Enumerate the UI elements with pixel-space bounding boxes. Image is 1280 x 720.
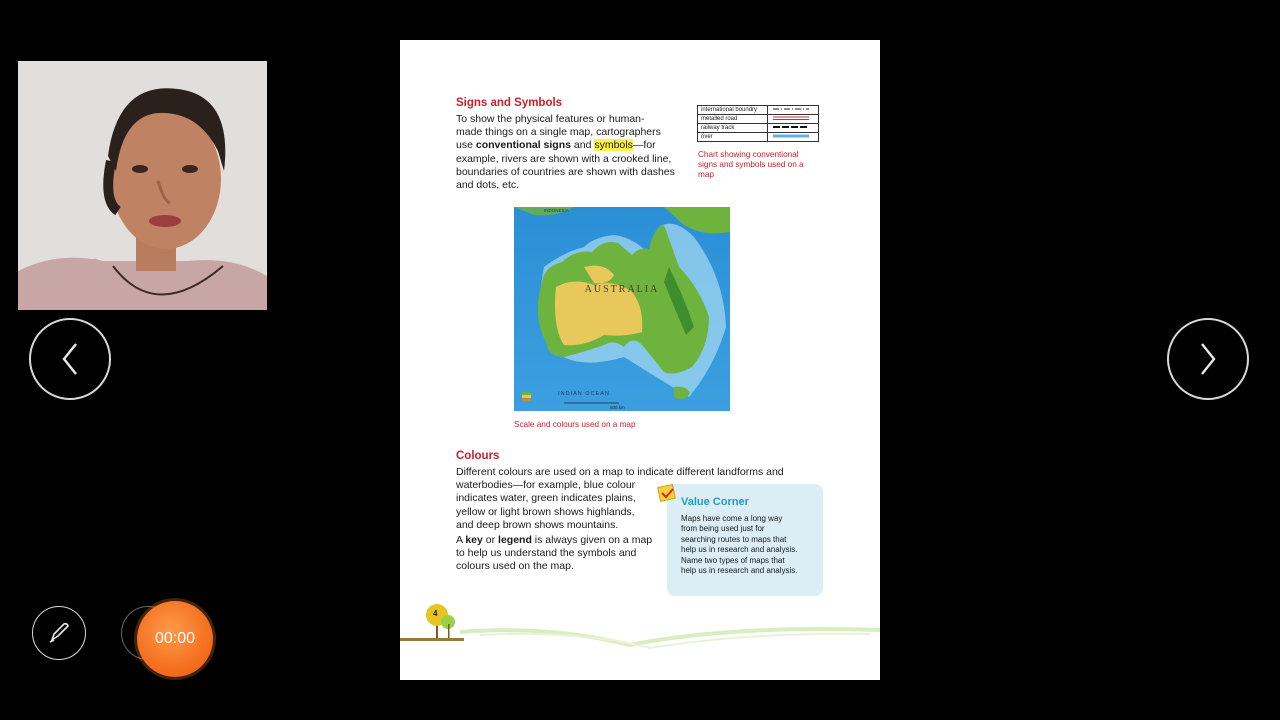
map-ocean-label: INDIAN OCEAN: [558, 391, 610, 397]
legend-label-road: metalled road: [698, 115, 768, 124]
map-scale-label: 500 km: [610, 405, 625, 410]
legend-label-boundary: international boundry: [698, 106, 768, 115]
legend-row-river: [698, 133, 819, 142]
colours-line-2: waterbodies—for example, blue colour: [456, 479, 636, 492]
key-line-1-or: or: [482, 534, 499, 546]
colours-line-3: indicates water, green indicates plains,: [456, 492, 636, 505]
legend-term: legend: [498, 534, 532, 546]
signs-line-3-pre: use: [456, 139, 476, 152]
previous-page-button[interactable]: [29, 318, 111, 400]
value-line-5: Name two types of maps that: [681, 555, 785, 565]
page-footer-decoration: [400, 600, 880, 660]
colours-line-1: Different colours are used on a map to indicate different landforms and: [456, 466, 784, 478]
symbols-highlighted-term: symbols: [594, 139, 633, 152]
webcam-video: [18, 61, 267, 310]
key-line-1-post: is always given on a map: [531, 534, 653, 546]
value-line-1: Maps have come a long way: [681, 514, 783, 523]
signs-line-6: and dots, etc.: [456, 179, 520, 192]
signs-line-2: made things on a single map, cartographers: [456, 126, 661, 139]
presenter-video-frame: [18, 61, 267, 310]
colours-line-4: yellow or light brown shows highlands,: [456, 505, 635, 518]
colours-line-5: and deep brown shows mountains.: [456, 518, 619, 531]
signs-line-4: example, rivers are shown with a crooked line,: [456, 152, 672, 165]
legend-row-road: [698, 115, 819, 124]
map-top-label: INDONESIA: [544, 208, 569, 213]
legend-symbol-river: [768, 133, 819, 142]
key-line-1: [456, 534, 666, 547]
pen-icon: [46, 620, 72, 646]
pen-tool-button[interactable]: [32, 606, 86, 660]
page-number: 4: [433, 609, 438, 618]
legend-caption-line-2: signs and symbols used on a: [698, 160, 804, 169]
legend-label-railway: railway track: [698, 124, 768, 133]
key-legend-paragraph: [456, 534, 666, 574]
legend-caption-line-3: map: [698, 170, 714, 179]
signs-line-5: boundaries of countries are shown with dashes: [456, 165, 675, 178]
value-corner-text: [681, 514, 815, 576]
australia-physical-map: [514, 207, 730, 411]
value-corner-title: Value Corner: [681, 496, 749, 508]
map-caption: Scale and colours used on a map: [514, 420, 636, 429]
map-graphic: [514, 207, 730, 411]
legend-label-river: river: [698, 133, 768, 142]
legend-caption-line-1: Chart showing conventional: [698, 150, 799, 159]
chevron-left-icon: [55, 339, 85, 379]
railway-line-icon: [771, 124, 811, 130]
timer-label: 00:00: [154, 630, 196, 647]
legend-symbol-railway: [768, 124, 819, 133]
double-red-line-icon: [771, 115, 811, 121]
signs-line-1: To show the physical features or human-: [456, 113, 645, 125]
value-line-3: searching routes to maps that: [681, 534, 787, 544]
textbook-page: [400, 40, 880, 680]
legend-row-railway: [698, 124, 819, 133]
value-line-6: help us in research and analysis.: [681, 566, 798, 576]
next-page-button[interactable]: [1167, 318, 1249, 400]
colours-heading: Colours: [456, 450, 500, 462]
legend-row-boundary: [698, 106, 819, 115]
signs-symbols-paragraph: [456, 113, 701, 192]
signs-line-3: [456, 139, 701, 152]
river-line-icon: [771, 133, 811, 139]
value-line-4: help us in research and analysis.: [681, 545, 798, 555]
key-line-1-pre: A: [456, 534, 466, 546]
map-country-label: AUSTRALIA: [584, 284, 660, 295]
legend-chart-caption: [698, 150, 818, 180]
value-corner-box: [667, 484, 823, 596]
legend-symbol-boundary: [768, 106, 819, 115]
signs-line-3-post: —for: [632, 139, 656, 152]
signs-line-3-mid: and: [570, 139, 595, 152]
conventional-signs-chart: [697, 105, 819, 142]
checkmark-icon: [656, 484, 678, 504]
chevron-right-icon: [1193, 339, 1223, 379]
legend-symbol-road: [768, 115, 819, 124]
dash-dot-line-icon: [771, 106, 811, 112]
signs-symbols-heading: Signs and Symbols: [456, 97, 563, 109]
map-legend-swatch: [522, 392, 531, 401]
record-timer-button[interactable]: [137, 601, 213, 677]
key-term: key: [465, 534, 483, 546]
conventional-signs-term: conventional signs: [475, 139, 571, 152]
value-line-2: from being used just for: [681, 524, 765, 534]
key-line-3: colours used on the map.: [456, 560, 574, 573]
key-line-2: to help us understand the symbols and: [456, 547, 637, 560]
